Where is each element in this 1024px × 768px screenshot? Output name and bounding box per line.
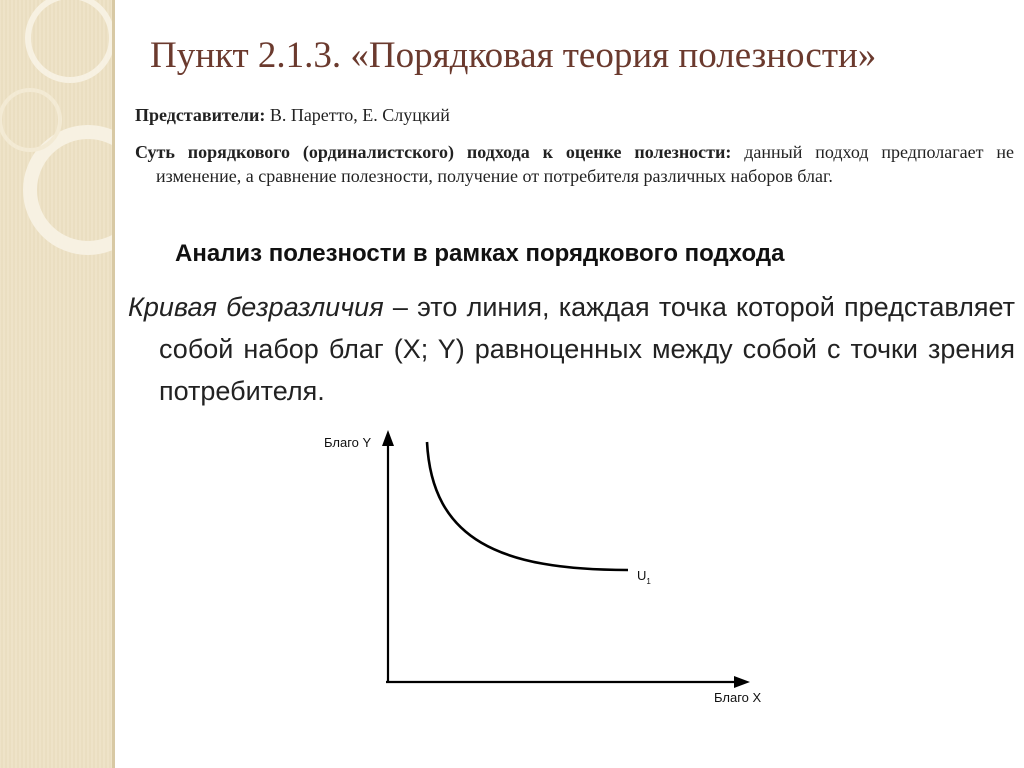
decorative-circles — [0, 0, 112, 768]
x-axis-arrow — [734, 676, 750, 688]
representatives-line — [135, 105, 450, 126]
definition-term: Кривая безразличия — [128, 292, 384, 322]
x-axis-label: Благо X — [714, 690, 762, 705]
strip-divider — [112, 0, 115, 768]
indifference-curve-graph — [300, 420, 790, 720]
essence-text: данный подход предполагает не изменение, а сравнение полезности, получение от потребителя различных наборов благ. — [156, 142, 1014, 186]
definition-text: – это линия, каждая точка которой представляет собой набор благ (X; Y) равноценных между собой с точки зрения потребителя. — [159, 292, 1015, 406]
y-axis-arrow — [382, 430, 394, 446]
curve-label — [637, 568, 651, 586]
curve-label-letter: U — [637, 568, 647, 583]
section-subheading: Анализ полезности в рамках порядкового подхода — [175, 240, 785, 267]
representatives-text: В. Паретто, Е. Слуцкий — [269, 105, 450, 125]
definition-paragraph — [128, 286, 1015, 412]
representatives-label: Представители: — [135, 105, 266, 125]
essence-label: Суть порядкового (ординалистского) подхода к оценке полезности: — [135, 142, 732, 162]
curve-label-subscript: 1 — [646, 577, 651, 586]
indifference-curve — [427, 442, 628, 570]
slide-title: Пункт 2.1.3. «Порядковая теория полезности» — [150, 35, 877, 76]
essence-paragraph — [135, 140, 1014, 188]
y-axis-label: Благо Y — [324, 435, 372, 450]
